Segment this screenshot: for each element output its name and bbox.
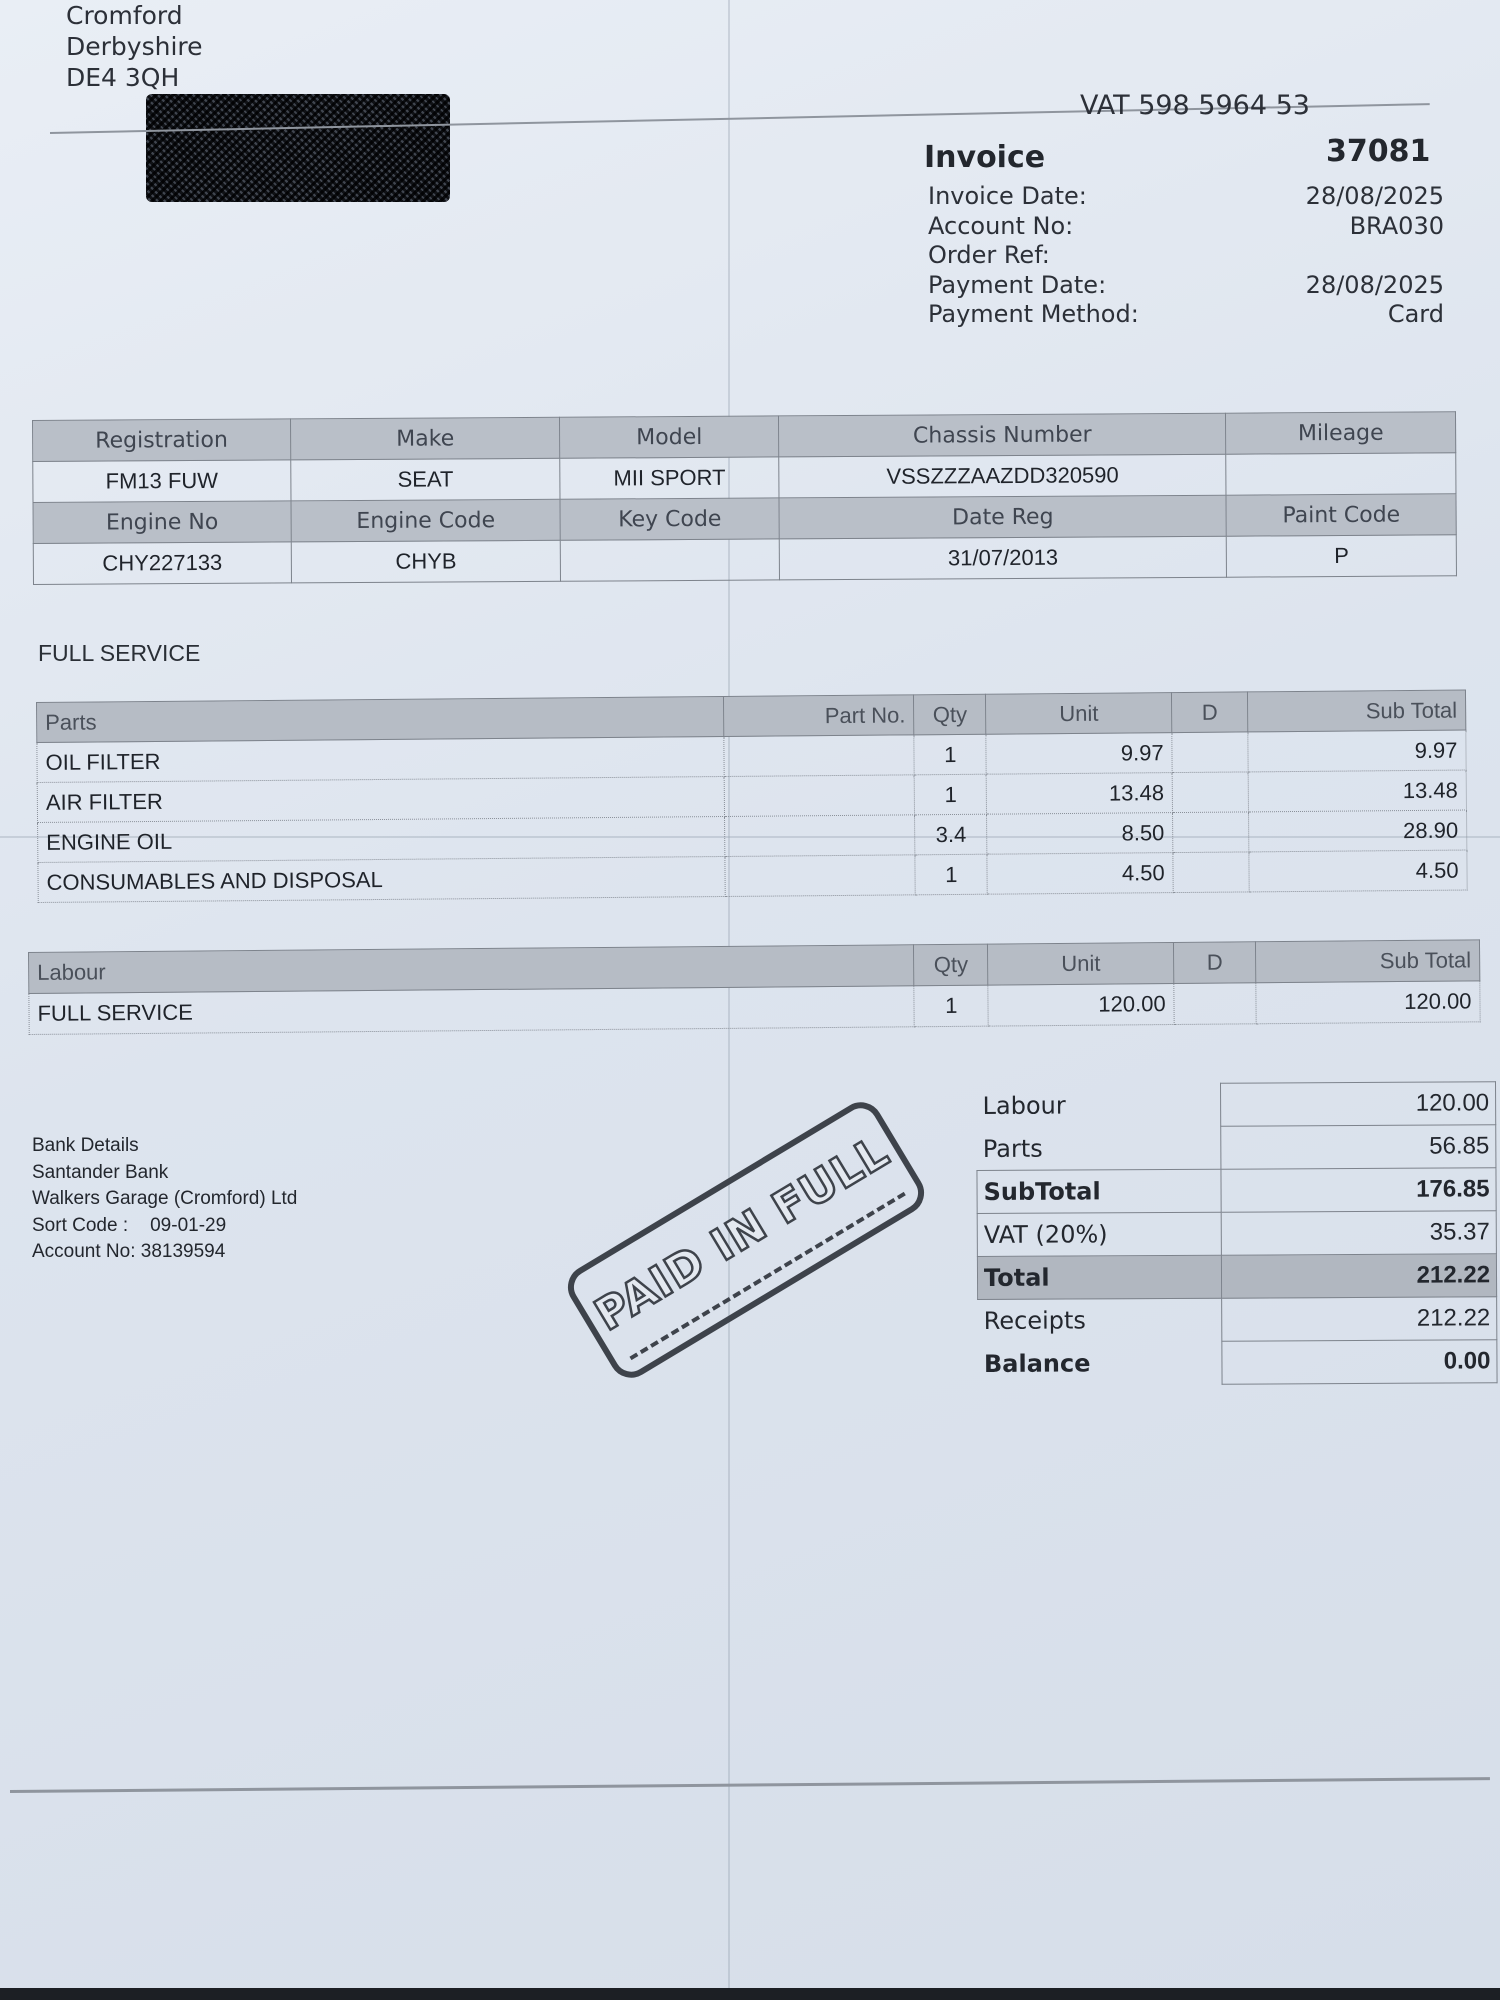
totals-row-labour [977, 1082, 1496, 1128]
sort-code-label: Sort Code : [32, 1214, 129, 1236]
part-name: OIL FILTER [37, 736, 725, 782]
value-engine-code: CHYB [291, 540, 561, 583]
part-qty: 3.4 [915, 814, 987, 855]
value-make: SEAT [291, 458, 561, 501]
part-unit: 8.50 [987, 813, 1173, 855]
meta-value: BRA030 [1349, 211, 1444, 240]
header-make: Make [290, 417, 560, 460]
totals-label: Parts [982, 1134, 1043, 1163]
address-line-3: DE4 3QH [66, 63, 180, 92]
value-mileage [1226, 453, 1456, 495]
part-number [725, 855, 915, 897]
header-chassis: Chassis Number [779, 413, 1227, 457]
totals-value: 212.22 [1222, 1297, 1497, 1341]
sort-code-line [32, 1213, 297, 1240]
address-line-1: Cromford [66, 1, 183, 30]
totals-row-vat [977, 1211, 1496, 1257]
stamp-text: PAID IN FULL [586, 1125, 898, 1341]
totals-label: Receipts [983, 1306, 1086, 1336]
part-name: CONSUMABLES AND DISPOSAL [38, 856, 726, 902]
sort-code-value: 09-01-29 [150, 1214, 227, 1236]
part-subtotal: 9.97 [1248, 730, 1466, 772]
parts-header-part-no: Part No. [724, 695, 914, 737]
part-discount [1173, 812, 1249, 853]
meta-value: 28/08/2025 [1305, 182, 1444, 210]
meta-label: Invoice Date: [928, 182, 1087, 210]
value-registration: FM13 FUW [33, 460, 291, 503]
totals-row-balance [978, 1340, 1497, 1386]
account-value: 38139594 [140, 1241, 226, 1262]
totals-row-total [977, 1254, 1496, 1300]
meta-value: Card [1387, 300, 1444, 328]
invoice-number: 37081 [1326, 134, 1431, 169]
header-engine-no: Engine No [33, 501, 291, 544]
meta-label: Payment Method: [928, 300, 1139, 328]
labour-qty: 1 [914, 985, 988, 1027]
redacted-scribble [146, 94, 450, 202]
part-qty: 1 [914, 774, 986, 815]
part-unit: 13.48 [986, 773, 1172, 815]
part-qty: 1 [914, 734, 986, 775]
parts-header-discount: D [1172, 692, 1248, 733]
paid-in-full-stamp [560, 1094, 932, 1386]
part-subtotal: 4.50 [1249, 850, 1467, 892]
totals-value: 212.22 [1221, 1254, 1496, 1298]
parts-header-subtotal: Sub Total [1248, 690, 1466, 732]
totals-label: VAT (20%) [977, 1212, 1221, 1256]
totals-label: Balance [983, 1349, 1091, 1378]
header-model: Model [560, 416, 779, 458]
parts-header-unit: Unit [986, 693, 1172, 735]
header-date-reg: Date Reg [779, 495, 1227, 539]
meta-row-order-ref [928, 241, 1444, 271]
bank-details-title: Bank Details [32, 1135, 139, 1156]
labour-header-name: Labour [29, 945, 915, 994]
part-discount [1173, 852, 1249, 893]
part-number [724, 735, 914, 777]
part-unit: 9.97 [986, 733, 1172, 775]
bank-details [32, 1133, 297, 1266]
vehicle-value-row [33, 535, 1456, 585]
part-unit: 4.50 [987, 853, 1173, 895]
totals-label: Total [977, 1255, 1221, 1299]
header-key-code: Key Code [560, 498, 779, 540]
totals-label: SubTotal [977, 1169, 1221, 1213]
labour-unit: 120.00 [988, 984, 1174, 1027]
part-discount [1172, 772, 1248, 813]
totals-value: 120.00 [1220, 1082, 1495, 1126]
value-model: MII SPORT [560, 457, 779, 499]
part-subtotal: 13.48 [1248, 770, 1466, 812]
labour-header-subtotal: Sub Total [1256, 940, 1480, 983]
vat-number: VAT 598 5964 53 [1080, 90, 1310, 121]
totals-row-subtotal [977, 1168, 1496, 1214]
meta-row-account-no [928, 212, 1444, 242]
job-title: FULL SERVICE [38, 640, 201, 666]
labour-table [28, 939, 1481, 1035]
header-registration: Registration [33, 419, 291, 462]
totals-row-parts [977, 1125, 1496, 1171]
part-discount [1172, 732, 1248, 773]
totals-value: 56.85 [1221, 1125, 1496, 1169]
meta-label: Payment Date: [928, 270, 1107, 299]
invoice-meta [928, 182, 1444, 330]
meta-row-invoice-date [928, 182, 1444, 212]
part-subtotal: 28.90 [1249, 810, 1467, 852]
parts-table [36, 690, 1468, 903]
totals-value: 35.37 [1221, 1211, 1496, 1255]
value-chassis: VSSZZZAAZDD320590 [779, 454, 1227, 498]
garage-address [66, 0, 203, 93]
parts-header-qty: Qty [914, 694, 986, 735]
part-number [725, 775, 915, 817]
meta-label: Order Ref: [928, 241, 1050, 269]
labour-name: FULL SERVICE [29, 986, 915, 1035]
meta-row-payment-date [928, 271, 1444, 301]
vehicle-details-table [32, 411, 1457, 585]
value-engine-no: CHY227133 [33, 542, 291, 585]
labour-header-discount: D [1174, 942, 1256, 984]
meta-row-payment-method [928, 300, 1444, 330]
invoice-title: Invoice [924, 140, 1046, 175]
totals-value: 0.00 [1222, 1340, 1497, 1384]
footer-divider [10, 1777, 1490, 1793]
account-label: Account No: [32, 1241, 136, 1262]
totals-value: 176.85 [1221, 1168, 1496, 1212]
value-paint-code: P [1227, 535, 1457, 577]
part-number [725, 815, 915, 857]
parts-header-name: Parts [37, 696, 725, 742]
part-qty: 1 [915, 854, 987, 895]
totals-row-receipts [978, 1297, 1497, 1343]
meta-value: 28/08/2025 [1305, 270, 1444, 299]
part-name: AIR FILTER [37, 776, 725, 822]
labour-subtotal: 120.00 [1256, 981, 1480, 1024]
value-key-code [561, 539, 780, 581]
address-line-2: Derbyshire [66, 32, 203, 61]
value-date-reg: 31/07/2013 [779, 536, 1227, 580]
header-paint-code: Paint Code [1226, 494, 1456, 536]
labour-header-unit: Unit [988, 943, 1174, 986]
header-engine-code: Engine Code [291, 499, 561, 542]
bank-name: Santander Bank [32, 1161, 169, 1183]
labour-discount [1174, 983, 1256, 1025]
meta-label: Account No: [928, 211, 1074, 240]
account-line [32, 1239, 297, 1266]
bank-company: Walkers Garage (Cromford) Ltd [32, 1188, 298, 1209]
totals-label: Labour [982, 1091, 1066, 1120]
header-mileage: Mileage [1226, 412, 1456, 454]
totals-table [976, 1081, 1498, 1386]
labour-header-qty: Qty [914, 944, 988, 986]
part-name: ENGINE OIL [38, 816, 726, 862]
